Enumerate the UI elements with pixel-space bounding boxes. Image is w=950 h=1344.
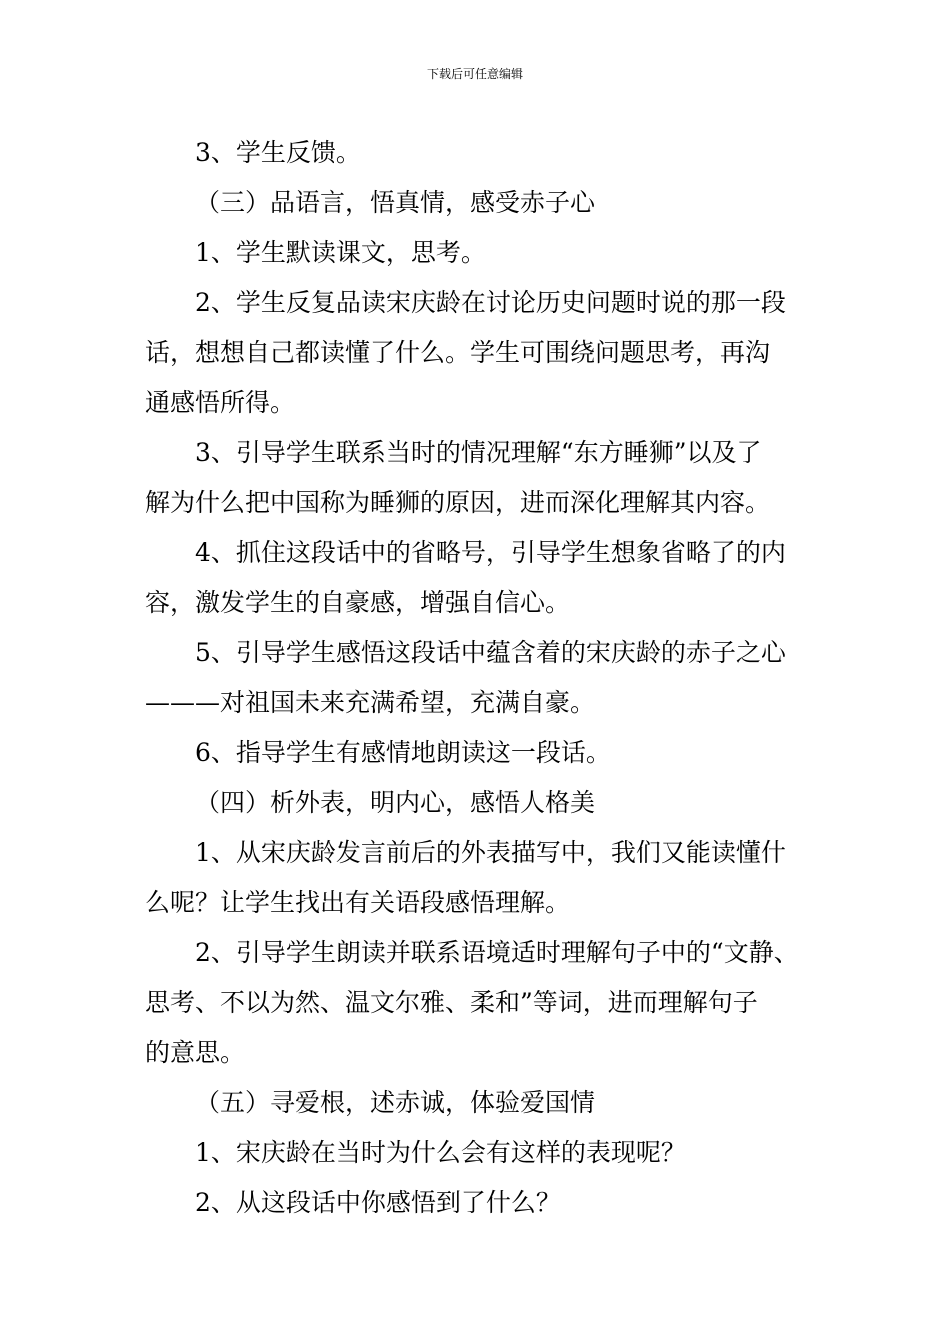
paragraph-line: 1、宋庆龄在当时为什么会有这样的表现呢？: [195, 1138, 686, 1167]
paragraph-line: 的意思。: [145, 1038, 246, 1067]
paragraph-line: 么呢？让学生找出有关语段感悟理解。: [145, 888, 571, 917]
paragraph-line: ———对祖国未来充满希望，充满自豪。: [145, 688, 596, 717]
paragraph-line: 容，激发学生的自豪感，增强自信心。: [145, 588, 571, 617]
paragraph-line: 解为什么把中国称为睡狮的原因，进而深化理解其内容。: [145, 488, 771, 517]
paragraph-line: 3、学生反馈。: [195, 138, 361, 167]
paragraph-line: 话，想想自己都读懂了什么。学生可围绕问题思考，再沟: [145, 338, 771, 367]
paragraph-line: 5、引导学生感悟这段话中蕴含着的宋庆龄的赤子之心: [195, 638, 786, 667]
page-header: 下载后可任意编辑: [426, 67, 523, 81]
paragraph-line: 2、学生反复品读宋庆龄在讨论历史问题时说的那一段: [195, 288, 786, 317]
paragraph-line: 通感悟所得。: [145, 388, 296, 417]
section-heading: （三）品语言，悟真情，感受赤子心: [195, 188, 596, 217]
section-heading: （四）析外表，明内心，感悟人格美: [195, 788, 596, 817]
paragraph-line: 1、从宋庆龄发言前后的外表描写中，我们又能读懂什: [195, 838, 786, 867]
paragraph-line: 2、引导学生朗读并联系语境适时理解句子中的“文静、: [195, 938, 799, 967]
section-heading: （五）寻爱根，述赤诚，体验爱国情: [195, 1088, 596, 1117]
paragraph-line: 1、学生默读课文，思考。: [195, 238, 486, 267]
paragraph-line: 6、指导学生有感情地朗读这一段话。: [195, 738, 611, 767]
paragraph-line: 思考、不以为然、温文尔雅、柔和”等词，进而理解句子: [145, 988, 758, 1017]
paragraph-line: 3、引导学生联系当时的情况理解“东方睡狮”以及了: [195, 438, 762, 467]
document-body: [145, 128, 815, 1228]
paragraph-line: 2、从这段话中你感悟到了什么？: [195, 1188, 561, 1217]
paragraph-line: 4、抓住这段话中的省略号，引导学生想象省略了的内: [195, 538, 786, 567]
